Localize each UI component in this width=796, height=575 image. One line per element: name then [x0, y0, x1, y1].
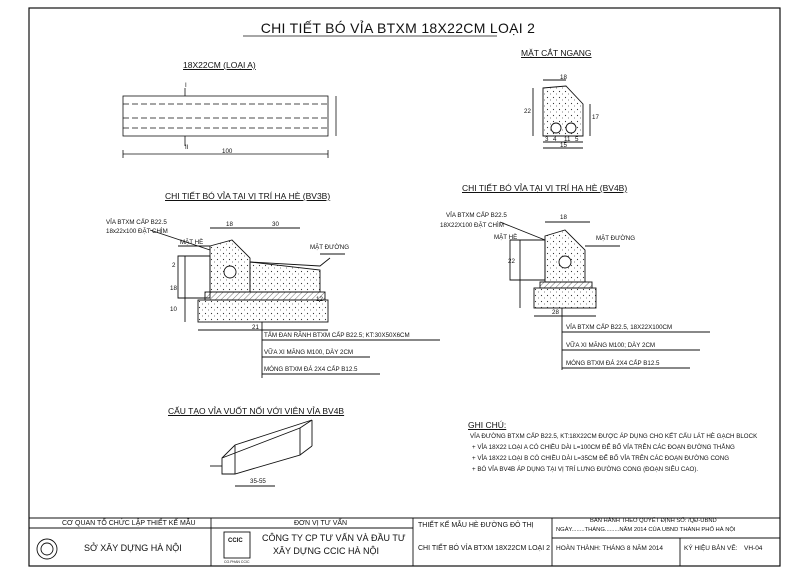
tb-completed: HOÀN THÀNH: THÁNG 8 NĂM 2014 [556, 545, 664, 552]
cross-dim-w6: 5 [575, 136, 579, 143]
bv4b-dim-22: 22 [508, 258, 515, 265]
bv3b-legend-3: MÓNG BTXM ĐÁ 2X4 CẤP B12.5 [264, 366, 358, 373]
bv3b-dim-2: 2 [172, 262, 176, 269]
cross-section [533, 80, 590, 148]
corner-detail [210, 420, 312, 486]
tb-drawing-name: CHI TIẾT BÓ VỈA BTXM 18X22CM LOẠI 2 [418, 545, 551, 552]
bv3b-legend-1: TẤM ĐAN RÃNH BTXM CẤP B22.5; KT:30X50X6CM [264, 332, 410, 339]
note-line-2: + VỈA 18X22 LOẠI A CÓ CHIỀU DÀI L=100CM ĐỂ BỐ VỈA TRÊN CÁC ĐOẠN ĐƯỜNG THẲNG [472, 444, 735, 451]
bv4b-curb-label-2: 18X22X100 ĐẶT CHÌM [440, 222, 504, 229]
tb-sheet-label: KÝ HIỆU BẢN VẼ: [684, 545, 738, 552]
cross-dim-h2: 17 [592, 114, 599, 121]
cross-dim-w1: 3 [545, 136, 549, 143]
tb-org-name: SỞ XÂY DỰNG HÀ NỘI [84, 543, 182, 553]
plan-section-mark-bottom: II [185, 144, 189, 151]
cross-dim-w4: 15 [560, 142, 567, 149]
notes-heading: GHI CHÚ: [468, 420, 507, 430]
cross-dim-w2: 4 [553, 136, 557, 143]
bv4b-dim-18: 18 [560, 214, 567, 221]
bv4b-mat-duong: MẶT ĐƯỜNG [596, 235, 636, 242]
bv3b-mat-duong: MẶT ĐƯỜNG [310, 244, 350, 251]
bv3b-dim-10: 10 [170, 306, 177, 313]
cross-dim-w5: 18 [560, 74, 567, 81]
corner-title: CẤU TẠO VỈA VUỐT NỐI VỚI VIÊN VỈA BV4B [168, 406, 345, 416]
tb-consult-head: ĐƠN VỊ TƯ VẤN [294, 520, 348, 527]
corner-dim: 35-55 [250, 478, 266, 485]
bv3b-dim-18b: 18 [170, 285, 177, 292]
bv3b-curb-label-1: VỈA BTXM CẤP B22.5 [106, 219, 167, 226]
bv4b-dim-28: 28 [552, 309, 559, 316]
bv3b-dim-18: 18 [226, 221, 233, 228]
note-line-1: VỈA ĐƯỜNG BTXM CẤP B22.5, KT:18X22CM ĐƯỢC ÁP DỤNG CHO KẾT CẤU LÁT HÈ GẠCH BLOCK [470, 433, 758, 440]
tb-design-head: THIẾT KẾ MẪU HÈ ĐƯỜNG ĐÔ THỊ [418, 522, 534, 529]
tb-decision-1: BAN HÀNH THEO QUYẾT ĐỊNH SỐ: /QĐ-UBND [590, 518, 717, 524]
bv3b-curb-label-2: 18x22x100 ĐẶT CHÌM [106, 228, 168, 235]
bv3b-dim-21: 21 [252, 324, 259, 331]
bv4b-legend-2: VỮA XI MĂNG M100; DÀY 2CM [566, 342, 656, 349]
outer-frame [29, 8, 780, 566]
note-line-4: + BÓ VỈA BV4B ÁP DỤNG TẠI VỊ TRÍ LƯNG ĐƯỜNG CONG (ĐOẠN SIÊU CAO). [472, 466, 699, 473]
bv3b-title: CHI TIẾT BÓ VỈA TẠI VỊ TRÍ HẠ HÈ (BV3B) [165, 191, 331, 201]
bv3b-mat-he: MẶT HÈ [180, 239, 204, 246]
cross-dim-h: 22 [524, 108, 531, 115]
bv3b-dim-30: 30 [272, 221, 279, 228]
plan-section-mark-top: I [185, 82, 187, 89]
bv3b-dim-12: 12 [316, 296, 323, 303]
cross-section-title: MẶT CẮT NGANG [521, 48, 592, 58]
tb-sheet-no: VH-04 [744, 545, 763, 552]
bv4b-legend-3: MÓNG BTXM ĐÁ 2X4 CẤP B12.5 [566, 360, 660, 367]
plan-title: 18X22CM (LOẠI A) [183, 60, 256, 70]
tb-decision-2: NGÀY........THÁNG.........NĂM 2014 CỦA UBND THÀNH PHỐ HÀ NỘI [556, 527, 736, 533]
bv4b-legend-1: VỈA BTXM CẤP B22.5, 18X22X100CM [566, 324, 673, 331]
tb-logo-text: CCIC [228, 538, 243, 544]
bv4b-title: CHI TIẾT BÓ VỈA TẠI VỊ TRÍ HẠ HÈ (BV4B) [462, 183, 628, 193]
bv4b-mat-he: MẶT HÈ [494, 234, 518, 241]
tb-org-head: CƠ QUAN TỔ CHỨC LẬP THIẾT KẾ MẪU [62, 520, 196, 527]
tb-consult-line1: CÔNG TY CP TƯ VẤN VÀ ĐẦU TƯ [262, 533, 406, 543]
bv4b-curb-label-1: VỈA BTXM CẤP B22.5 [446, 212, 507, 219]
tb-consult-line2: XÂY DỰNG CCIC HÀ NỘI [273, 546, 380, 556]
cross-dim-w3: 11 [564, 136, 571, 143]
drawing-title: CHI TIẾT BÓ VỈA BTXM 18X22CM LOẠI 2 [260, 20, 536, 36]
plan-length-dim: 100 [222, 148, 233, 155]
tb-logo-sub: CO.PHAN CCIC [224, 560, 250, 564]
bv3b-legend-2: VỮA XI MĂNG M100, DÀY 2CM [264, 349, 354, 356]
note-line-3: + VỈA 18X22 LOẠI B CÓ CHIỀU DÀI L=35CM ĐỂ BỐ VỈA TRÊN CÁC ĐOẠN ĐƯỜNG CONG [472, 455, 730, 462]
